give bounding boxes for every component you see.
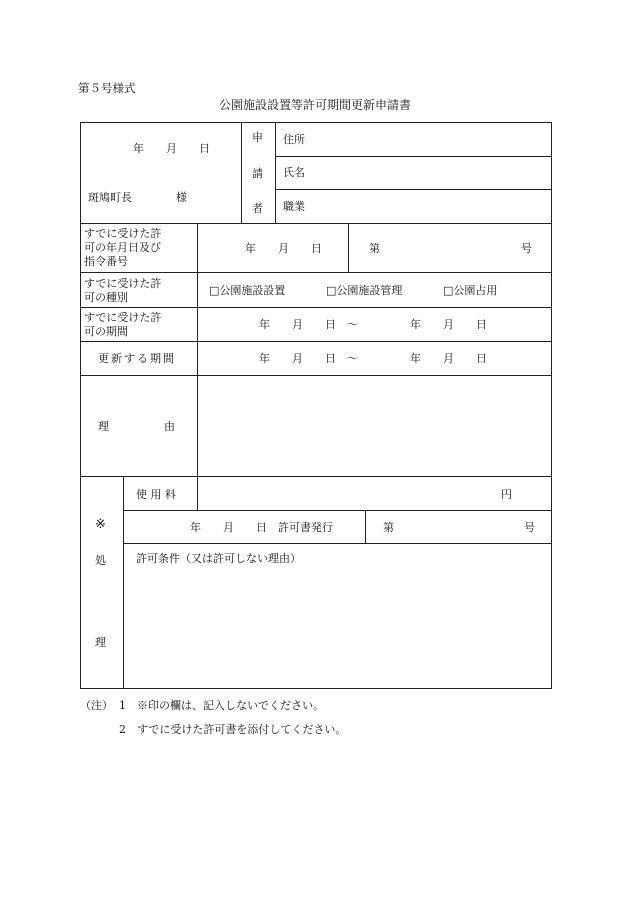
note-number: 2 — [119, 723, 126, 736]
note-text: すでに受けた許可書を添付してください。 — [137, 723, 347, 736]
row-divider — [80, 476, 552, 477]
prior-permit-type-label-line: 可の種別 — [84, 291, 128, 304]
prior-permit-date-label-line: 指令番号 — [84, 255, 128, 268]
renewal-period-from[interactable]: 年 月 日 〜 — [259, 352, 358, 365]
permit-conditions-label: 許可条件（又は許可しない理由） — [136, 552, 301, 565]
application-date[interactable]: 年 月 日 — [133, 142, 210, 155]
permit-type-checkbox-park-occupancy[interactable]: □公園占用 — [443, 284, 498, 297]
usage-fee-unit: 円 — [501, 488, 512, 501]
divider — [123, 543, 552, 544]
prior-permit-period-label-line: 可の期間 — [84, 325, 128, 338]
applicant-label-char: 申 — [252, 131, 263, 144]
usage-fee-label: 使 用 料 — [136, 488, 176, 501]
table-border-top — [80, 122, 552, 123]
permit-issue-number-prefix: 第 — [383, 521, 394, 534]
prior-permit-date-label-line: すでに受けた許 — [84, 227, 162, 240]
processing-label-char: 処 — [95, 554, 106, 567]
permit-type-checkbox-park-facility-management[interactable]: □公園施設管理 — [326, 284, 403, 297]
divider — [197, 476, 198, 510]
renewal-period-to[interactable]: 年 月 日 — [410, 352, 487, 365]
divider — [275, 189, 552, 190]
notes-prefix: （注） — [80, 699, 113, 712]
prior-permit-type-label-line: すでに受けた許 — [84, 277, 162, 290]
occupation-field[interactable]: 職業 — [283, 200, 305, 213]
divider — [365, 510, 366, 543]
prior-permit-period-to[interactable]: 年 月 日 — [410, 318, 487, 331]
row-divider — [80, 223, 552, 224]
note-number: 1 — [119, 699, 126, 712]
divider — [348, 223, 349, 272]
row-divider — [80, 272, 552, 273]
table-border-left — [80, 122, 81, 689]
applicant-label-char: 請 — [252, 167, 263, 180]
address-field[interactable]: 住所 — [283, 133, 305, 146]
prior-permit-period-from[interactable]: 年 月 日 〜 — [259, 318, 358, 331]
note-text: ※印の欄は、記入しないでください。 — [137, 699, 324, 712]
divider — [123, 510, 552, 511]
prior-permit-date-field[interactable]: 年 月 日 — [245, 242, 322, 255]
reason-field[interactable] — [198, 376, 551, 476]
permit-issue-date[interactable]: 年 月 日 許可書発行 — [190, 521, 333, 534]
divider — [123, 476, 124, 688]
name-field[interactable]: 氏名 — [283, 166, 305, 179]
processing-label-char: ※ — [95, 517, 106, 532]
permit-type-checkbox-park-facility-installation[interactable]: □公園施設設置 — [209, 284, 286, 297]
divider — [275, 122, 276, 223]
row-divider — [80, 341, 552, 342]
document-title: 公園施設設置等許可期間更新申請書 — [218, 98, 411, 112]
prior-permit-number-suffix: 号 — [521, 242, 532, 255]
addressee: 斑鳩町長 様 — [88, 191, 187, 204]
renewal-period-label: 更新する期間 — [98, 352, 176, 365]
form-number: 第５号様式 — [78, 81, 136, 95]
prior-permit-number-prefix: 第 — [369, 242, 380, 255]
table-border-bottom — [80, 688, 552, 689]
permit-issue-number-suffix: 号 — [524, 521, 535, 534]
prior-permit-date-label-line: 可の年月日及び — [84, 241, 161, 254]
divider — [275, 156, 552, 157]
applicant-label-char: 者 — [252, 202, 263, 215]
row-divider — [80, 307, 552, 308]
table-border-right — [551, 122, 552, 689]
processing-label-char: 理 — [95, 636, 106, 649]
prior-permit-period-label-line: すでに受けた許 — [84, 311, 162, 324]
divider — [241, 122, 242, 223]
reason-label: 理 由 — [98, 420, 175, 433]
